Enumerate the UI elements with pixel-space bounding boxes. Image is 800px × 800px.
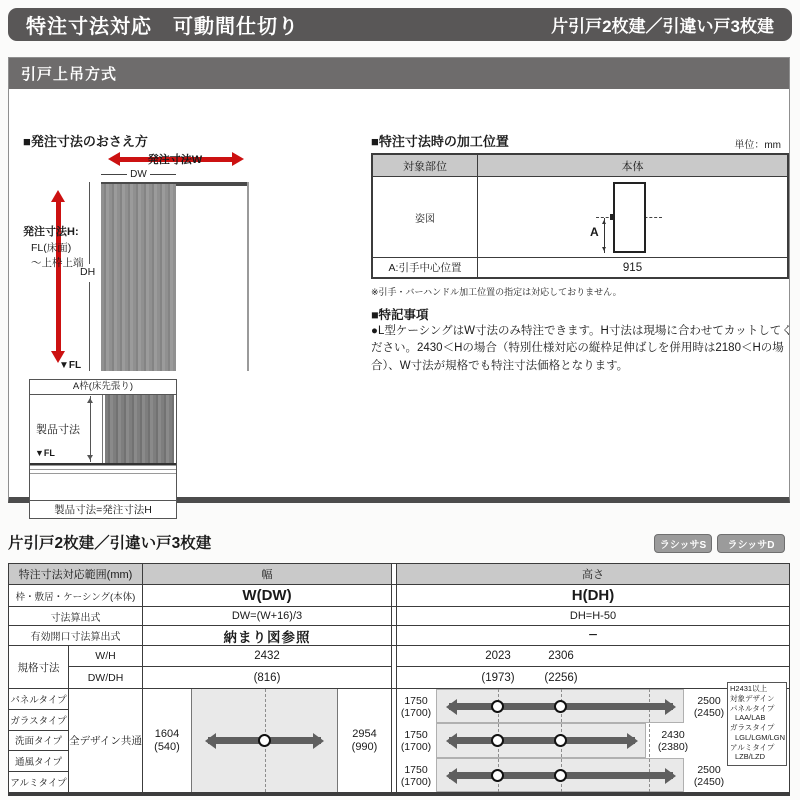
unit-label: 単位：mm [734,140,781,151]
height-min-value-2: 1750 [404,729,428,741]
width-max-sub: (990) [351,740,378,753]
sub-fl-marker: ▼FL [35,448,55,458]
type-washroom: 洗面タイプ [9,731,68,752]
formula-label: 寸法算出式 [9,607,143,625]
height-knob-2b [554,734,567,747]
spec-table [8,563,790,796]
height-max-label-2 [649,729,697,753]
height-max-value-3: 2500 [697,764,721,776]
height-max-sub-3: (2450) [693,776,725,789]
standard-width-values [143,646,391,688]
spec-row-standard [9,646,789,689]
legend-line-7: アルミタイプ [730,742,775,752]
height-max-label-1 [685,695,733,719]
lasissa-s-button[interactable]: ラシッサS [654,534,712,553]
width-formula: DW=(W+16)/3 [231,610,303,622]
height-min-sub-2: (1700) [400,741,432,754]
dh-dimension-line-upper [89,182,90,264]
notes-title: ■特記事項 [371,308,429,322]
spec-row-opening [9,626,789,646]
spec-row-range [9,564,789,585]
wh-label: W/H [69,646,142,667]
spec-row-frame [9,585,789,607]
standard-height-wh-1: 2023 [485,650,511,662]
lower-heading: 片引戸2枚建／引違い戸3枚建 [8,535,212,552]
a-frame-label: A枠(床先張り) [30,380,176,395]
width-symbol: W(DW) [242,587,292,604]
spacer [30,477,176,500]
dimension-line [101,174,127,175]
elevation-diagram [478,177,787,257]
opening-width-value: 納まり図参照 [223,629,311,645]
section-bar-title: 引戸上吊方式 [21,66,118,83]
standard-height-dwdh-1: (1973) [481,671,515,684]
page-header-bar [8,8,792,41]
width-min-value: 1604 [154,727,180,740]
sliding-door-panel [101,184,176,371]
handle-position-label: A:引手中心位置 [373,258,478,277]
legend-line-1: H2431以上 [730,684,768,693]
order-diagram-title: ■発注寸法のおさえ方 [23,134,148,149]
height-min-sub-3: (1700) [400,776,432,789]
order-width-arrow-label: 発注寸法W [147,154,203,166]
height-max-sub-2: (2380) [657,741,689,754]
height-max-value-1: 2500 [697,695,721,707]
machining-title: ■特注寸法時の加工位置 [371,134,509,149]
door-outline [613,182,646,253]
order-height-label-line2: FL(床面) [31,241,72,254]
height-knob-2a [491,734,504,747]
width-range-band [191,689,338,792]
height-min-label-3 [397,764,435,788]
height-range-arrow-2 [449,737,635,744]
width-max-value: 2954 [352,727,377,740]
height-min-label-2 [397,729,435,753]
width-max-label [338,689,391,792]
height-formula: DH=H-50 [569,610,617,622]
width-range-zone [143,689,391,792]
width-standard-knob [258,734,271,747]
dwdh-label: DW/DH [87,671,124,684]
product-size-label: 製品寸法 [36,424,80,436]
machining-col2-header: 本体 [621,160,644,173]
upper-content [9,89,793,516]
type-ventilation: 通風タイプ [9,751,68,772]
width-min-label [143,689,191,792]
spec-row-formula [9,607,789,626]
product-size-body [30,395,176,465]
height-header: 高さ [397,564,789,584]
floor-hatch [30,465,176,477]
height-knob-1b [554,700,567,713]
sub-door-panel [105,395,174,463]
range-label: 特注寸法対応範囲(mm) [9,564,143,584]
width-min-sub: (540) [154,740,180,753]
a-dimension-arrow [604,218,605,253]
opening-label: 有効開口寸法算出式 [9,626,143,645]
opening-height-value: − [588,626,598,644]
page-title: 特注寸法対応 可動間仕切り [26,16,299,38]
order-height-label-line3: ～上枠上端 [31,257,84,270]
standard-height-wh [397,646,789,667]
a-dimension-label: A [590,225,599,239]
dw-dimension [101,169,176,180]
spec-row-ranges [9,684,789,792]
legend-line-4: LAA/LAB [735,713,766,723]
product-size-caption: 製品寸法=発注寸法H [30,500,176,518]
order-height-label [23,225,84,271]
height-min-sub-1: (1700) [400,707,432,720]
machining-col1-header: 対象部位 [373,155,478,176]
standard-height-dwdh-2: (2256) [544,671,578,684]
standard-height-wh-2: 2306 [548,650,574,662]
width-header: 幅 [143,564,391,584]
product-size-arrow [90,396,91,462]
elevation-label: 姿図 [373,177,478,257]
fl-marker: ▼FL [59,360,82,371]
height-max-value-2: 2430 [661,729,685,741]
page-subtitle: 片引戸2枚建／引違い戸3枚建 [551,17,774,36]
height-legend-box [727,682,787,766]
dw-label: DW [130,169,147,180]
height-min-value-3: 1750 [404,764,428,776]
legend-line-2: 対象デザイン [730,693,775,703]
height-min-value-1: 1750 [404,695,428,707]
height-knob-3a [491,769,504,782]
height-max-label-3 [685,764,733,788]
standard-width-wh: 2432 [143,646,391,667]
height-range-zone [397,684,789,792]
machining-table [371,153,789,279]
height-symbol: H(DH) [571,587,615,604]
type-glass: ガラスタイプ [9,710,68,731]
machining-table-header-row [373,155,787,177]
legend-line-3: パネルタイプ [730,703,775,713]
legend-line-5: ガラスタイプ [730,723,775,732]
handle-position-value: 915 [622,261,643,274]
legend-line-6: LGL/LGM/LGN [735,732,786,742]
product-size-diagram [29,379,177,519]
handle-mark [610,214,615,220]
standard-width-dwdh: (816) [253,671,281,684]
notes-bullet: ●L型ケーシングはW寸法のみ特注できます。H寸法は現場に合わせてカットしてください。2430＜Hの場合（特別仕様対応の縦枠足伸ばしを併用時は2180＜Hの場合）、W寸法が規格でも特注寸法価格となります。 [371,325,793,372]
frame-label: 枠・敷居・ケーシング(本体) [9,585,143,606]
upper-section-box [8,57,793,516]
order-height-arrow [56,195,61,358]
lasissa-d-button[interactable]: ラシッサD [717,534,785,553]
height-min-label-1 [397,695,435,719]
type-aluminum: アルミタイプ [10,778,67,790]
height-knob-1a [491,700,504,713]
dh-label: DH [80,266,96,278]
machining-footer-row [373,257,787,277]
machining-note: ※引手・バーハンドル加工位置の指定は対応しておりません。 [371,287,622,297]
door-frame-line [102,395,103,463]
type-list [9,689,69,792]
height-knob-3b [554,769,567,782]
order-height-label-line1: 発注寸法H: [23,226,79,238]
wall-frame-line [247,182,249,371]
dh-dimension-line-lower [89,282,90,371]
standard-label: 規格寸法 [9,646,69,688]
height-max-sub-1: (2450) [693,707,725,720]
legend-line-8: LZB/LZD [735,752,766,762]
section-bar [9,58,789,89]
dimension-line [150,174,176,175]
machining-body-row [373,177,787,257]
all-design-common: 全デザイン共通 [69,689,143,792]
type-panel: パネルタイプ [9,689,68,710]
standard-sublabels [69,646,143,688]
